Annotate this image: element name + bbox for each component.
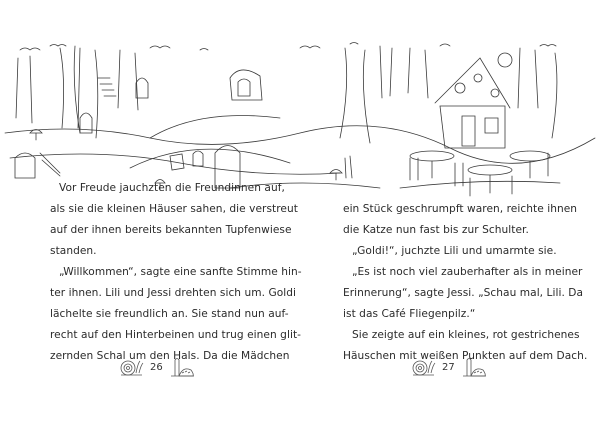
page-number: 27 [442,361,455,373]
text-line: ein Stück geschrumpft waren, reichte ihnen [343,203,578,215]
text-line: „Willkommen“, sagte eine sanfte Stimme hin- [59,266,302,278]
page-number-footer [118,356,195,378]
snail-ornament-icon [410,357,436,377]
left-page-text [50,178,302,367]
right-page-text [343,199,587,367]
text-line: auf der ihnen bereits bekannten Tupfenwiese [50,224,292,236]
text-line: standen. [50,245,97,257]
text-line: recht auf den Hinterbeinen und trug einen glit- [50,329,302,341]
text-line: Sie zeigte auf ein kleines, rot gestrichenes [352,329,580,341]
text-line: „Goldi!“, juchzte Lili und umarmte sie. [352,245,557,257]
text-line: die Katze nun fast bis zur Schulter. [343,224,529,236]
text-line: „Es ist noch viel zauberhafter als in meiner [352,266,583,278]
text-line: ist das Café Fliegenpilz.“ [343,308,476,320]
text-line: als sie die kleinen Häuser sahen, die verstreut [50,203,298,215]
text-line: zernden Schal um den Hals. Da die Mädchen [50,350,290,362]
page-number-footer [410,356,487,378]
right-page [300,0,600,426]
text-line: Häuschen mit weißen Punkten auf dem Dach. [343,350,588,362]
mushroom-ornament-icon [461,356,487,378]
mushroom-ornament-icon [169,356,195,378]
text-line: Erinnerung“, sagte Jessi. „Schau mal, Lili. Da [343,287,584,299]
text-line: ter ihnen. Lili und Jessi drehten sich um. Goldi [50,287,297,299]
page-number: 26 [150,361,163,373]
text-line: Vor Freude jauchzten die Freundinnen auf, [59,182,285,194]
snail-ornament-icon [118,357,144,377]
text-line: lächelte sie freundlich an. Sie stand nun auf- [50,308,289,320]
